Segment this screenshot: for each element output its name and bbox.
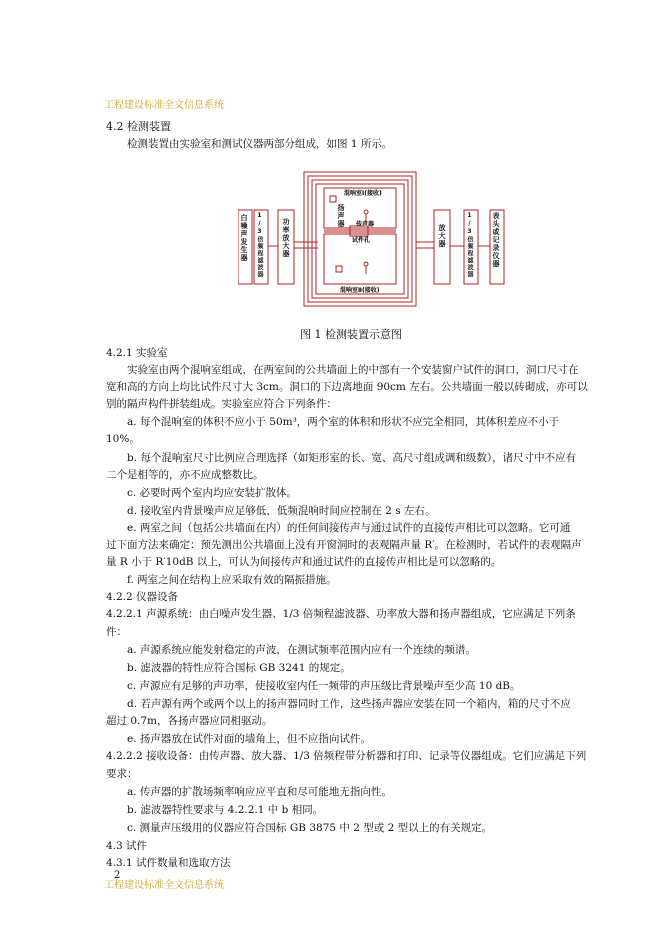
list-item-d: d. 若声源有两个或两个以上的扬声器同时工作，这些扬声器应安装在同一个箱内，箱的尺寸不应 [127, 698, 571, 710]
figure-caption: 图 1 检测装置示意图 [300, 328, 402, 341]
list-item-b: b. 滤波器的特性应符合国标 GB 3241 的规定。 [127, 662, 351, 674]
paragraph-line: 要求： [106, 768, 138, 780]
watermark-top: 工程建设标准全文信息系统 [104, 100, 224, 111]
list-item-c: c. 测量声压级用的仪器应符合国标 GB 3875 中 2 型或 2 型以上的有关规定。 [127, 822, 493, 834]
subsection-4-3-1: 4.3.1 试件数量和选取方法 [106, 857, 231, 869]
paragraph-line: 宽和高的方向上均比试件尺寸大 3cm。洞口的下边离地面 90cm 左右。公共墙面一般以砖砌成，亦可以 [106, 381, 588, 393]
list-item-c: c. 声源应有足够的声功率，使接收室内任一频带的声压级比背景噪声至少高 10 dB。 [127, 680, 521, 692]
list-item-a: a. 传声器的扩散场频率响应应平直和尽可能地无指向性。 [127, 786, 392, 798]
paragraph-line: 别的隔声构件拼装组成。实验室应符合下列条件： [106, 398, 337, 410]
paragraph-line: 件： [106, 626, 127, 638]
subsection-4-2-2-2: 4.2.2.2 接收设备：由传声器、放大器、1/3 倍频程带分析器和打印、记录等仪器组成。它们应满足下列 [106, 750, 587, 762]
subsection-4-2-1: 4.2.1 实验室 [106, 347, 168, 359]
list-item-b: b. 滤波器特性要求与 4.2.2.1 中 b 相同。 [127, 804, 324, 816]
subsection-4-2-2: 4.2.2 仪器设备 [106, 591, 179, 603]
right-box-1-label: 放大器 [438, 224, 446, 248]
section-heading-4-2: 4.2 检测装置 [106, 120, 171, 133]
room-bottom-label: 混响室Ⅱ(接收) [340, 287, 380, 294]
paragraph-line: 过下面方法来确定：预先测出公共墙面上没有开窗洞时的表观隔声量 R′。在检测时，若试件的表观隔声 [106, 539, 582, 551]
speaker-label: 扬声器 [337, 204, 345, 228]
right-box-2-label: 1/3倍频程滤波器 [466, 212, 473, 278]
list-item-a: a. 声源系统应能发射稳定的声波，在测试频率范围内应有一个连续的频谱。 [127, 644, 476, 656]
left-box-3-label: 功率放大器 [282, 218, 290, 258]
list-item-a: a. 每个混响室的体积不应小于 50m³，两个室的体积和形状不应完全相同，其体积差应不小于 [127, 416, 560, 428]
right-box-3-label: 表头或记录仪器 [492, 212, 500, 268]
list-item-e: e. 两室之间（包括公共墙面在内）的任何间接传声与通过试件的直接传声相比可以忽略。它可通 [127, 522, 571, 534]
paragraph-line: 实验室由两个混响室组成，在两室间的公共墙面上的中部有一个安装窗户试件的洞口，洞口尺寸在 [127, 364, 579, 376]
left-box-2-label: 1/3倍频程滤波器 [256, 212, 263, 278]
page-number: 2 [114, 870, 121, 881]
subsection-4-2-2-1: 4.2.2.1 声源系统：由白噪声发生器、1/3 倍频程滤波器、功率放大器和扬声器组成，它应满足下列条 [106, 608, 576, 620]
room-top-label: 混响室Ⅰ(接收) [344, 190, 382, 197]
section-4-3: 4.3 试件 [106, 840, 148, 852]
list-item-e: e. 扬声器放在试件对面的墙角上，但不应指向试件。 [127, 733, 371, 745]
paragraph-line: 量 R 小于 R′10dB 以上，可认为间接传声和通过试件的直接传声相比是可以忽略的。 [106, 556, 502, 568]
mic-label: 传声器 [356, 221, 375, 228]
list-item-d: d. 接收室内背景噪声应足够低，低频混响时间应控制在 2 s 左右。 [127, 505, 436, 517]
paragraph-line: 10%。 [106, 433, 140, 445]
watermark-bottom: 工程建设标准全文信息系统 [104, 880, 224, 891]
list-item-c: c. 必要时两个室内均应安装扩散体。 [127, 487, 298, 499]
list-item-b: b. 每个混响室尺寸比例应合理选择（如矩形室的长、宽、高尺寸组成调和级数），诸尺寸中不应有 [127, 452, 577, 464]
paragraph-line: 二个是相等的，亦不应成整数比。 [106, 469, 264, 481]
list-item-f: f. 两室之间在结构上应采取有效的隔振措施。 [127, 574, 337, 586]
intro-paragraph: 检测装置由实验室和测试仪器两部分组成，如图 1 所示。 [127, 138, 393, 150]
test-hole-label: 试件孔 [352, 237, 371, 244]
left-box-1-label: 白噪声发生器 [240, 214, 248, 262]
paragraph-line: 超过 0.7m，各扬声器应同相驱动。 [106, 715, 273, 727]
